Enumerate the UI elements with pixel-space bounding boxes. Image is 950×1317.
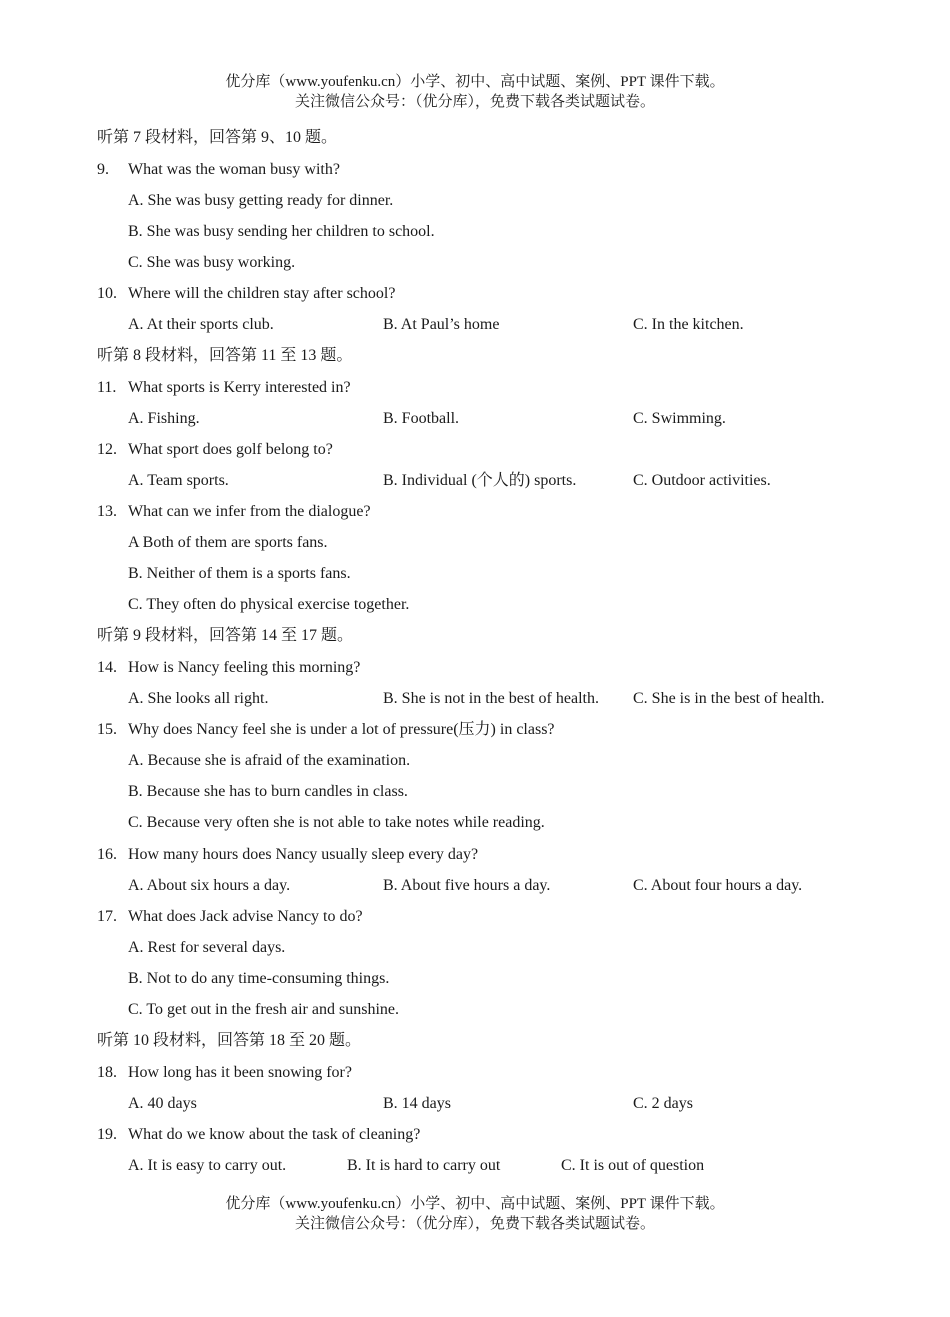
q12-option-a: A. Team sports. [128,472,229,489]
q13-number: 13. [97,503,117,520]
q12-number: 12. [97,441,117,458]
q10-text: Where will the children stay after school? [128,285,396,302]
header-line-2: 关注微信公众号：（优分库），免费下载各类试题试卷。 [294,94,655,110]
q14-text: How is Nancy feeling this morning? [128,659,361,676]
q12-text: What sport does golf belong to? [128,441,333,458]
q14-number: 14. [97,659,117,676]
q14-option-c: C. She is in the best of health. [633,690,825,707]
q12-option-c: C. Outdoor activities. [633,472,771,489]
q15-number: 15. [97,721,117,738]
q17-option-b: B. Not to do any time-consuming things. [128,970,390,987]
q18-option-c: C. 2 days [633,1095,693,1112]
q17-option-a: A. Rest for several days. [128,939,286,956]
q19-number: 19. [97,1126,117,1143]
q10-option-a: A. At their sports club. [128,316,274,333]
q19-text: What do we know about the task of cleaning? [128,1126,421,1143]
q17-option-c: C. To get out in the fresh air and sunshine. [128,1001,399,1018]
q16-option-c: C. About four hours a day. [633,877,803,894]
q17-text: What does Jack advise Nancy to do? [128,908,363,925]
q9-option-a: A. She was busy getting ready for dinner. [128,192,394,209]
q14-option-b: B. She is not in the best of health. [383,690,599,707]
q19-option-b: B. It is hard to carry out [347,1157,501,1174]
q12-option-b: B. Individual (个人的) sports. [383,472,577,489]
q11-text: What sports is Kerry interested in? [128,379,351,396]
footer-line-2: 关注微信公众号：（优分库），免费下载各类试题试卷。 [294,1216,655,1232]
page-header [0,72,950,112]
q13-text: What can we infer from the dialogue? [128,503,371,520]
q18-option-b: B. 14 days [383,1095,451,1112]
q13-option-b: B. Neither of them is a sports fans. [128,565,351,582]
q9-option-c: C. She was busy working. [128,254,296,271]
q10-option-c: C. In the kitchen. [633,316,744,333]
q13-option-a: A Both of them are sports fans. [128,534,328,551]
section-9-heading: 听第 9 段材料，回答第 14 至 17 题。 [97,627,354,644]
q11-option-a: A. Fishing. [128,410,200,427]
section-8-heading: 听第 8 段材料，回答第 11 至 13 题。 [97,347,353,364]
q15-option-c: C. Because very often she is not able to take notes while reading. [128,814,545,831]
q9-text: What was the woman busy with? [128,161,340,178]
q16-number: 16. [97,846,117,863]
q16-text: How many hours does Nancy usually sleep every day? [128,846,479,863]
q15-option-a: A. Because she is afraid of the examination. [128,752,411,769]
footer-line-1: 优分库（www.youfenku.cn）小学、初中、高中试题、案例、PPT 课件下载。 [225,1196,725,1212]
q9-number: 9. [97,161,109,178]
q16-option-a: A. About six hours a day. [128,877,291,894]
q9-option-b: B. She was busy sending her children to school. [128,223,435,240]
q17-number: 17. [97,908,117,925]
q10-number: 10. [97,285,117,302]
q14-option-a: A. She looks all right. [128,690,269,707]
q11-number: 11. [97,379,117,396]
q19-option-c: C. It is out of question [561,1157,705,1174]
q19-option-a: A. It is easy to carry out. [128,1157,287,1174]
q10-option-b: B. At Paul’s home [383,316,500,333]
q16-option-b: B. About five hours a day. [383,877,551,894]
header-line-1: 优分库（www.youfenku.cn）小学、初中、高中试题、案例、PPT 课件下载。 [225,74,725,90]
q18-text: How long has it been snowing for? [128,1064,352,1081]
q11-option-b: B. Football. [383,410,460,427]
q13-option-c: C. They often do physical exercise together. [128,596,410,613]
q15-option-b: B. Because she has to burn candles in class. [128,783,408,800]
q18-number: 18. [97,1064,117,1081]
page-footer [0,1194,950,1234]
q15-text: Why does Nancy feel she is under a lot of pressure(压力) in class? [128,721,555,738]
q11-option-c: C. Swimming. [633,410,726,427]
section-10-heading: 听第 10 段材料，回答第 18 至 20 题。 [97,1032,362,1049]
section-7-heading: 听第 7 段材料，回答第 9、10 题。 [97,129,338,146]
q18-option-a: A. 40 days [128,1095,197,1112]
